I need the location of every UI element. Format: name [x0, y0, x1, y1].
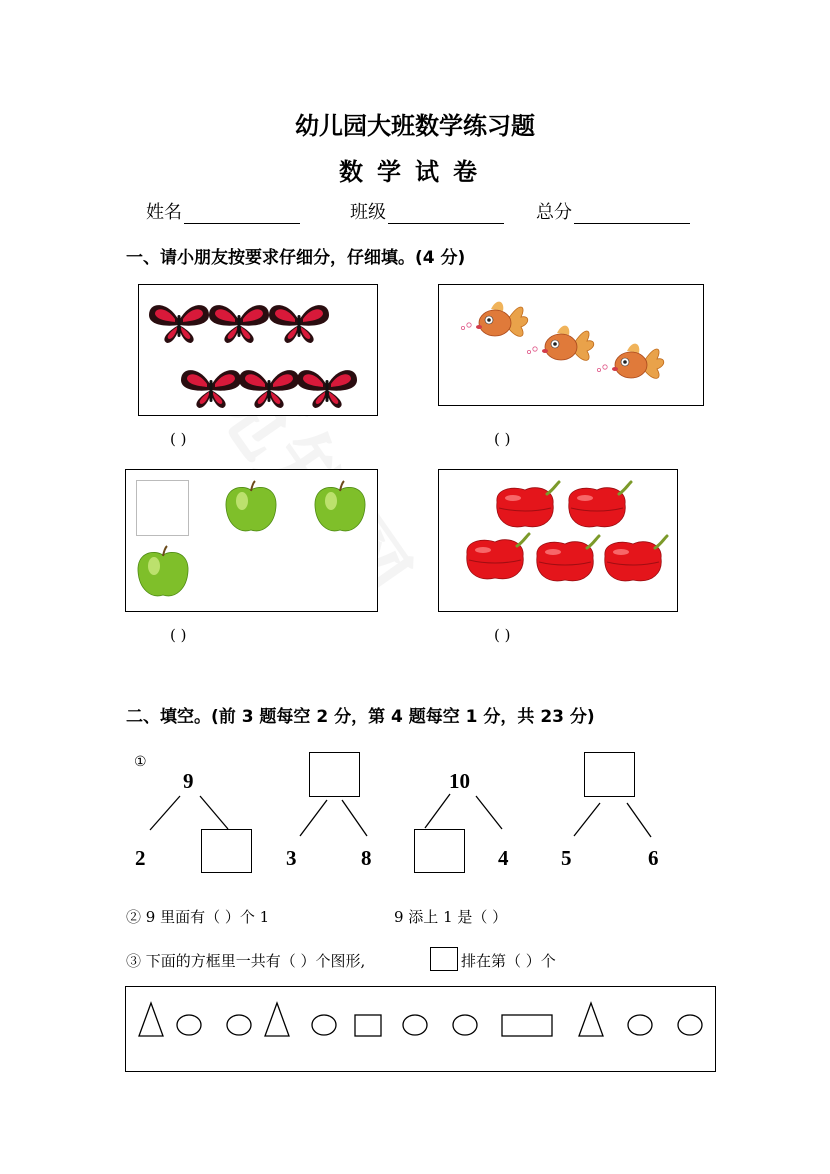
pepper-answer-text: ( ) — [494, 626, 511, 644]
tree2-right-branch — [342, 800, 367, 836]
q2-part2: 9 添上 1 是（ ） — [394, 908, 508, 926]
circle-shape — [678, 1015, 702, 1035]
tree3-answer-box[interactable] — [414, 829, 465, 873]
section1-heading: 一、请小朋友按要求仔细分，仔细填。(4 分) — [126, 248, 466, 268]
tree4-left-number: 5 — [561, 846, 572, 870]
q2-part1: ② 9 里面有（ ）个 1 — [126, 908, 270, 926]
page-subtitle: 数学试卷 — [339, 158, 491, 186]
tree4-right-number: 6 — [648, 846, 659, 870]
circle-shape — [628, 1015, 652, 1035]
tree3-top-number: 10 — [449, 769, 470, 793]
fish-answer-text: ( ) — [494, 430, 511, 448]
circle-shape — [403, 1015, 427, 1035]
rectangle-shape — [502, 1015, 552, 1036]
page-title: 幼儿园大班数学练习题 — [295, 112, 535, 140]
tree1-left-number: 2 — [135, 846, 146, 870]
circle-shape — [453, 1015, 477, 1035]
square-shape — [355, 1015, 381, 1036]
class-label: 班级 — [350, 202, 386, 223]
circle-shape — [312, 1015, 336, 1035]
tree1-left-branch — [150, 796, 180, 830]
tree4-answer-box[interactable] — [584, 752, 635, 797]
tree3-left-branch — [425, 794, 450, 828]
tree1-right-branch — [200, 796, 228, 829]
circle-shape — [227, 1015, 251, 1035]
q3-part2: 排在第（ ）个 — [461, 952, 556, 970]
apple-answer[interactable]: ( ) — [170, 626, 187, 644]
tree2-left-number: 3 — [286, 846, 297, 870]
section2-heading: 二、填空。(前 3 题每空 2 分，第 4 题每空 1 分，共 23 分) — [126, 707, 595, 727]
score-label: 总分 — [536, 202, 572, 223]
tree2-left-branch — [300, 800, 327, 836]
tree4-right-branch — [627, 803, 651, 837]
q3-part1: ③ 下面的方框里一共有（ ）个图形, — [126, 952, 366, 970]
tree1-answer-box[interactable] — [201, 829, 252, 873]
shape-sequence-box — [125, 986, 716, 1072]
tree3-right-number: 4 — [498, 846, 509, 870]
tree2-answer-box[interactable] — [309, 752, 360, 797]
triangle-shape — [265, 1003, 289, 1036]
tree4-left-branch — [574, 803, 600, 836]
tree2-right-number: 8 — [361, 846, 372, 870]
tree3-right-branch — [476, 796, 502, 829]
name-label: 姓名 — [146, 202, 182, 223]
butterfly-answer[interactable]: ( ) — [170, 430, 187, 448]
tree1-top-number: 9 — [183, 769, 194, 793]
triangle-shape — [579, 1003, 603, 1036]
triangle-shape — [139, 1003, 163, 1036]
inline-square-icon — [430, 947, 458, 971]
circle-shape — [177, 1015, 201, 1035]
shape-sequence — [126, 987, 715, 1071]
q1-marker: ① — [134, 754, 147, 770]
